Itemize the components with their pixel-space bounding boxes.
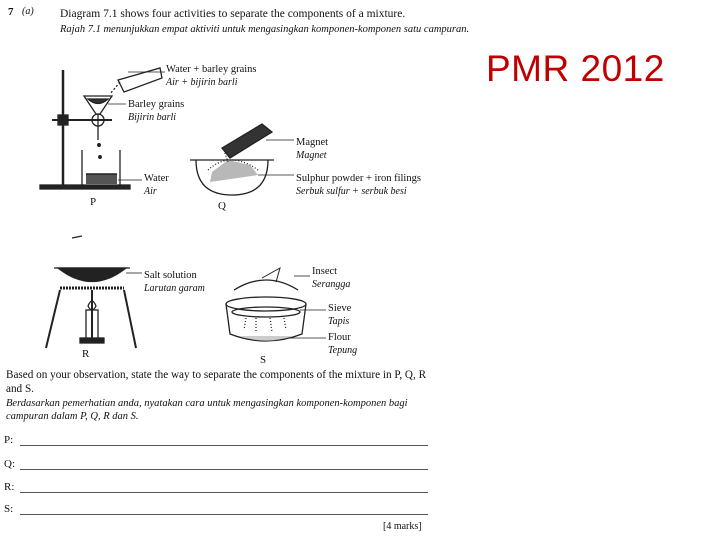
label-magnet: Magnet xyxy=(296,137,329,148)
question-number: 7 xyxy=(8,6,14,18)
label-water-barley-ms: Air + bijirin barli xyxy=(166,77,238,88)
exam-year-stamp: PMR 2012 xyxy=(486,48,665,89)
answer-line-r[interactable] xyxy=(20,482,428,493)
question-intro-en: Diagram 7.1 shows four activities to separate the components of a mixture. xyxy=(60,8,406,20)
answer-label-p: P: xyxy=(4,434,14,446)
diagram-letter-p: P xyxy=(90,196,97,208)
answer-row-r xyxy=(4,479,428,493)
answer-row-s xyxy=(4,501,428,515)
diagram-s-apparatus xyxy=(226,268,306,341)
question-part: (a) xyxy=(22,6,34,17)
label-salt-solution: Salt solution xyxy=(144,270,197,281)
label-flour: Flour xyxy=(328,332,351,343)
answer-line-s[interactable] xyxy=(20,504,428,515)
label-magnet-ms: Magnet xyxy=(296,150,327,161)
answer-line-q[interactable] xyxy=(20,459,428,470)
label-flour-ms: Tepung xyxy=(328,345,358,356)
instruction-ms: Berdasarkan pemerhatian anda, nyatakan cara untuk mengasingkan komponen-komponen bagi campuran dalam P, Q, R dan S. xyxy=(6,398,408,422)
diagram-letter-s: S xyxy=(260,354,267,366)
diagram-p-apparatus xyxy=(40,68,162,189)
diagram-q-apparatus xyxy=(190,124,274,195)
answer-row-p xyxy=(4,432,428,446)
answer-row-q xyxy=(4,456,428,470)
label-sieve-ms: Tapis xyxy=(328,316,350,327)
label-insect-ms: Serangga xyxy=(312,279,351,290)
diagram-r-apparatus xyxy=(46,236,136,348)
diagram-letter-r: R xyxy=(82,348,90,360)
answer-label-q: Q: xyxy=(4,458,15,470)
label-barley-grains: Barley grains xyxy=(128,99,185,110)
answer-line-p[interactable] xyxy=(20,435,428,446)
label-insect: Insect xyxy=(312,266,338,277)
label-salt-solution-ms: Larutan garam xyxy=(144,283,205,294)
instruction-en: Based on your observation, state the way to separate the components of the mixture in P, Q, R and S. xyxy=(6,369,427,395)
marks-label: [4 marks] xyxy=(383,521,422,532)
label-water-barley: Water + barley grains xyxy=(166,64,257,75)
label-sulphur-iron: Sulphur powder + iron filings xyxy=(296,173,421,184)
diagram-letter-q: Q xyxy=(218,200,226,212)
answer-label-s: S: xyxy=(4,503,14,515)
label-barley-grains-ms: Bijirin barli xyxy=(128,112,177,123)
label-water: Water xyxy=(144,173,169,184)
label-water-ms: Air xyxy=(144,186,157,197)
answer-label-r: R: xyxy=(4,481,15,493)
question-intro-ms: Rajah 7.1 menunjukkan empat aktiviti untuk mengasingkan komponen-komponen satu campuran. xyxy=(60,24,470,35)
label-sieve: Sieve xyxy=(328,303,352,314)
label-sulphur-iron-ms: Serbuk sulfur + serbuk besi xyxy=(296,186,407,197)
